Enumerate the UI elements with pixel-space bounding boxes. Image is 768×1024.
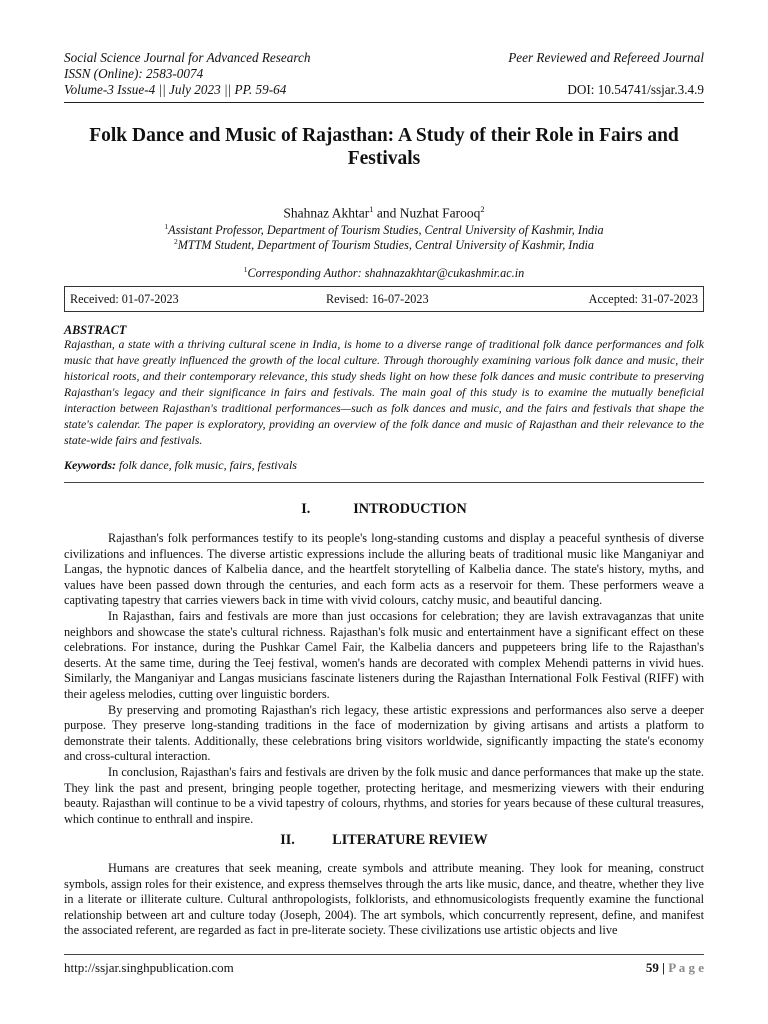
paragraph: By preserving and promoting Rajasthan's rich legacy, these artistic expressions and performances also serve a deeper purpose. They preserve long-standing traditions in the face of modernization by giving artisans and artists a platform to demonstrate their talents. Additionally, these celebrations bring visitors worldwide, significantly impacting the state's economy and cross-cultural interaction. xyxy=(64,702,704,764)
accepted-date: Accepted: 31-07-2023 xyxy=(588,292,698,306)
author-conjunction: and xyxy=(373,205,400,221)
keywords-divider xyxy=(64,482,704,483)
paragraph: Humans are creatures that seek meaning, create symbols and attribute meaning. They look for meaning, construct symbols, assign roles for their existence, and express themselves through the arts like music, dance, and theatre, whether they live in a literate or illiterate culture. Cultural anthropologists, folklorists, and ethnomusicologists frequently examine the functional relationship between art and culture today (Joseph, 2004). The art symbols, which concurrently represent, define, and manifest the associated referent, are regarded as fact in pre-literate society. These civilizations use artistic objects and live xyxy=(64,861,704,938)
section-title: INTRODUCTION xyxy=(353,501,467,517)
page-number xyxy=(646,960,704,976)
footer-url-link[interactable]: http://ssjar.singhpublication.com xyxy=(64,960,234,975)
abstract-heading: ABSTRACT xyxy=(64,323,127,337)
corresponding-sup: 1 xyxy=(243,265,248,274)
journal-name: Social Science Journal for Advanced Research xyxy=(64,50,311,65)
affiliation-2-text: MTTM Student, Department of Tourism Studies, Central University of Kashmir, India xyxy=(177,238,595,253)
keywords xyxy=(64,458,704,472)
journal-issn: ISSN (Online): 2583-0074 xyxy=(64,66,204,82)
author-1-sup: 1 xyxy=(369,204,374,214)
page-separator: | xyxy=(658,960,669,975)
affiliation-1-text: Assistant Professor, Department of Tourism Studies, Central University of Kashmir, India xyxy=(168,223,604,238)
journal-volume: Volume-3 Issue-4 || July 2023 || PP. 59-64 xyxy=(64,82,287,98)
peer-reviewed-label: Peer Reviewed and Refereed Journal xyxy=(508,50,704,65)
literature-review-body xyxy=(64,861,704,939)
paragraph: Rajasthan's folk performances testify to its people's long-standing customs and display a peaceful synthesis of diverse civilizations and influences. The diverse artistic expressions include the alluring beats of traditional music like Manganiyar and Langas, the hypnotic dances of Kalbelia dance, and the heartfelt storytelling of Kalbelia dance. The state's history, myths, and values have been passed down through the centuries, and each form acts as a reservoir for them. These performers weave a captivating tapestry that carries viewers back in time with vivid colours, catchy music, and beautiful dancing. xyxy=(64,531,704,608)
keywords-label: Keywords: xyxy=(64,458,116,472)
section-heading-introduction xyxy=(0,501,768,517)
paragraph: In Rajasthan, fairs and festivals are more than just occasions for celebration; they are lavish extravaganzas that unite neighbors and showcase the state's cultural richness. Rajasthan's folk music and entertainment have a significant effect on these celebrations. For instance, during the Pushkar Camel Fair, the Kalbelia dancers and puppeteers bring life to the Rajasthan's deserts. At the same time, during the Teej festival, women's hands are decorated with complex Mehendi patterns in vivid hues. Similarly, the Manganiyar and Langas musicians fascinate listeners during the Rajasthan International Folk Festival (RIFF) with their ageless melodies, cutting over linguistic borders. xyxy=(64,608,704,701)
affiliation-2-sup: 2 xyxy=(173,237,178,246)
abstract-text: Rajasthan, a state with a thriving cultural scene in India, is home to a diverse range of traditional folk dance performances and folk music that have greatly influenced the growth of the local culture. Through thoroughly examining various folk dance and music, their historical roots, and their contemporary relevance, this study sheds light on how these folk dances and music contribute to preserving Rajasthan's legacy and their significance in fairs and festivals. The main goal of this study is to examine the mutually beneficial interaction between Rajasthan's traditional performances—such as folk dances and music, and the fairs and festivals that shape the state's calendar. The paper is exploratory, providing an overview of the folk dance and music of Rajasthan and their relevance to the state-wide fairs and festivals. xyxy=(64,337,704,447)
paper-title: Folk Dance and Music of Rajasthan: A Study of their Role in Fairs and Festivals xyxy=(89,125,679,169)
header-divider xyxy=(64,102,704,103)
doi-label: DOI: 10.54741/ssjar.3.4.9 xyxy=(567,82,704,97)
section-number: II. xyxy=(280,832,295,848)
journal-info xyxy=(64,50,310,99)
author-2-sup: 2 xyxy=(480,204,485,214)
paragraph: In conclusion, Rajasthan's fairs and festivals are driven by the folk music and dance performances that make up the state. They link the past and present, bringing people together, protecting heritage, and mesmerizing viewers with their enduring beauty. Rajasthan will continue to be a vivid tapestry of colours, rhythms, and stories for years because of these cultural treasures, which continue to enthrall and inspire. xyxy=(64,764,704,826)
corresponding-text: Corresponding Author: shahnazakhtar@cukashmir.ac.in xyxy=(247,266,525,281)
author-2: Nuzhat Farooq xyxy=(399,205,481,221)
introduction-body xyxy=(64,531,704,827)
footer-divider xyxy=(64,954,704,955)
section-heading-literature-review xyxy=(0,832,768,848)
received-date: Received: 01-07-2023 xyxy=(70,292,179,306)
page-word: P a g e xyxy=(668,960,704,975)
corresponding-author xyxy=(64,262,704,281)
affiliation-1-sup: 1 xyxy=(164,222,169,231)
revised-date: Revised: 16-07-2023 xyxy=(326,292,429,306)
keywords-text: folk dance, folk music, fairs, festivals xyxy=(116,458,297,472)
section-title: LITERATURE REVIEW xyxy=(332,832,488,848)
dates-box xyxy=(64,286,704,312)
author-1: Shahnaz Akhtar xyxy=(283,205,370,221)
page-number-value: 59 xyxy=(645,960,659,975)
section-number: I. xyxy=(301,501,311,517)
affiliation-2 xyxy=(64,234,704,253)
